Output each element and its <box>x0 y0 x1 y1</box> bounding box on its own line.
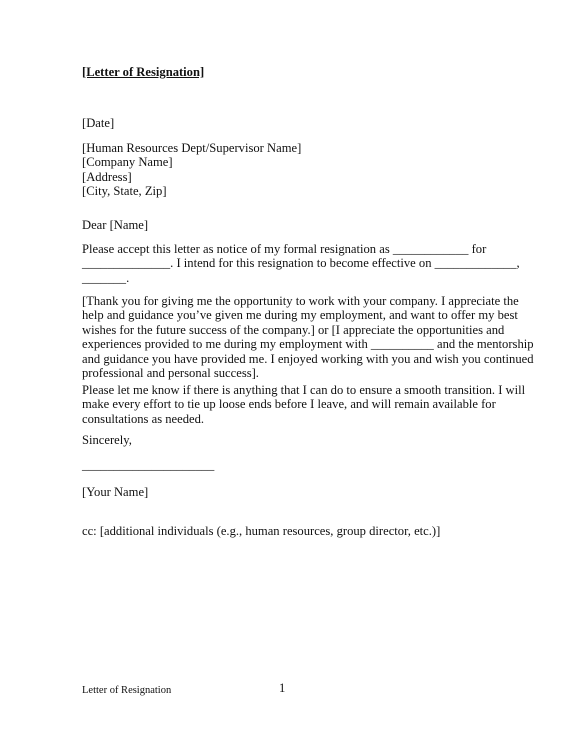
paragraph-line: and guidance you have provided me. I enjoyed working with you and wish you continued <box>82 351 534 366</box>
paragraph-line: help and guidance you’ve given me during my employment, and want to offer my best <box>82 308 518 323</box>
paragraph-transition <box>82 383 526 426</box>
paragraph-line: Please accept this letter as notice of my formal resignation as ____________ for <box>82 242 487 256</box>
paragraph-appreciation <box>82 294 534 381</box>
signature-line <box>82 458 502 472</box>
paragraph-line: consultations as needed. <box>82 411 205 426</box>
footer-label: Letter of Resignation <box>82 685 172 696</box>
signature-underline: _____________________ <box>82 458 215 472</box>
sender-name <box>82 485 502 499</box>
letter-date <box>82 116 502 130</box>
recipient-line: [Human Resources Dept/Supervisor Name] <box>82 141 302 155</box>
closing-text: Sincerely, <box>82 433 132 447</box>
cc-line <box>82 524 502 538</box>
paragraph-line: wishes for the future success of the company.] or [I appreciate the opportunities and <box>82 322 505 337</box>
closing <box>82 433 502 447</box>
paragraph-line: experiences provided to me during my employment with __________ and the mentorship <box>82 337 534 352</box>
salutation <box>82 218 502 232</box>
paragraph-line: professional and personal success]. <box>82 366 259 381</box>
paragraph-line: ______________. I intend for this resignation to become effective on _____________, <box>82 256 520 271</box>
recipient-line: [City, State, Zip] <box>82 184 167 199</box>
paragraph-line: _______. <box>82 270 130 285</box>
salutation-text: Dear [Name] <box>82 218 149 232</box>
page-number: 1 <box>279 681 286 695</box>
recipient-address <box>82 141 502 199</box>
paragraph-line: Please let me know if there is anything that I can do to ensure a smooth transition. I will <box>82 383 526 397</box>
paragraph-line: make every effort to tie up loose ends before I leave, and will remain available for <box>82 397 496 412</box>
recipient-line: [Company Name] <box>82 155 173 170</box>
recipient-line: [Address] <box>82 169 132 184</box>
paragraph-line: [Thank you for giving me the opportunity to work with your company. I appreciate the <box>82 294 519 308</box>
cc-text: cc: [additional individuals (e.g., human resources, group director, etc.)] <box>82 524 441 538</box>
letter-title: [Letter of Resignation] <box>82 65 205 79</box>
paragraph-resignation-notice <box>82 242 520 285</box>
date-text: [Date] <box>82 116 115 130</box>
sender-name-text: [Your Name] <box>82 485 149 499</box>
